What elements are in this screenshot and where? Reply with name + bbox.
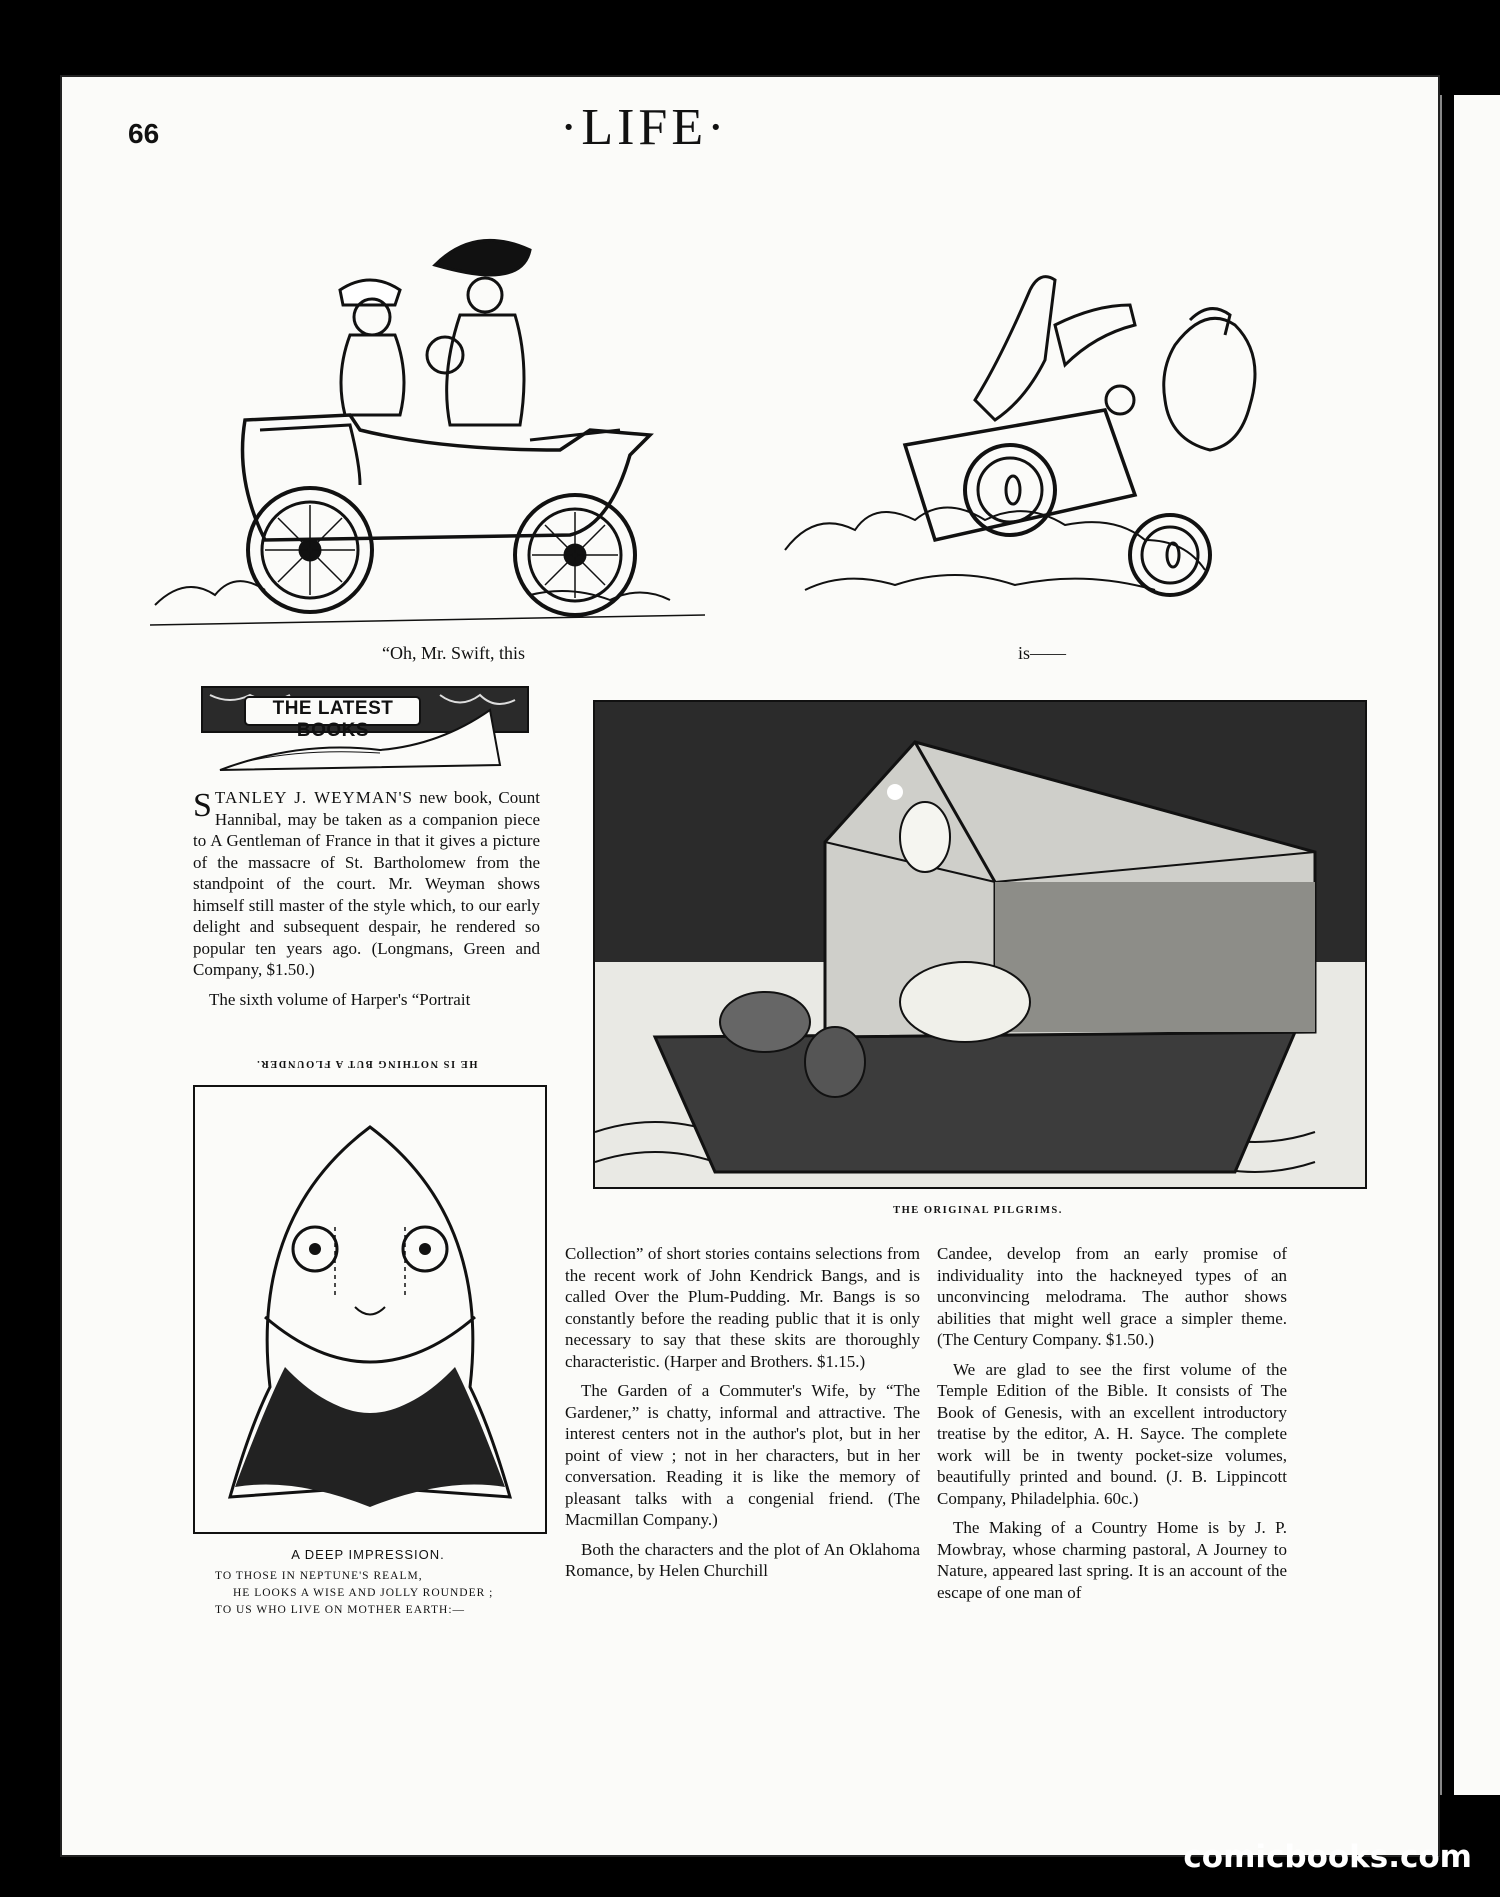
fish-upside-down-caption: HE IS NOTHING BUT A FLOUNDER. [255, 1058, 478, 1069]
page-number: 66 [128, 118, 160, 149]
poem-line-3: TO US WHO LIVE ON MOTHER EARTH:— [215, 1604, 466, 1616]
site-watermark[interactable]: comicbooks.com [1183, 1839, 1472, 1875]
article-paragraph-2: The sixth volume of Harper's “Portrait [209, 989, 471, 1009]
article-lead-name: TANLEY J. WEYMAN'S [214, 788, 413, 807]
col3-paragraph-2: We are glad to see the first volume of the Temple Edition of the Bible. It consists of The Book of Genesis, with an excellent introductory treatise by the editor, A. H. Sayce. The complete work will be in twenty pocket-size volumes, beautifully printed and bound. (J. B. Lippincott Company, Philadelphia. 60c.) [937, 1359, 1287, 1508]
flounder-face-drawing [195, 1087, 545, 1532]
ark-illustration [593, 700, 1367, 1189]
col2-paragraph-3: Both the characters and the plot of An Oklahoma Romance, by Helen Churchill [565, 1539, 920, 1580]
drop-cap: S [193, 787, 212, 824]
col2-paragraph-2: The Garden of a Commuter's Wife, by “The Gardener,” is chatty, informal and attractive. The interest centers not in the author's plot, but in her point of view ; not in her characters, but in her conversation. Reading it is like the memory of pleasant talks with a congenial friend. (The Macmillan Company.) [565, 1381, 920, 1529]
article-column-3 [937, 1243, 1287, 1611]
next-page-edge [1440, 95, 1500, 1795]
article-column-1 [193, 787, 540, 1018]
ark-drawing [595, 702, 1365, 1187]
cartoon-car-driving [150, 235, 710, 635]
latest-books-title: THE LATEST BOOKS [272, 698, 394, 741]
fish-cartoon [193, 1085, 547, 1534]
fish-cartoon-poem [215, 1568, 545, 1619]
cartoon-caption-right: is—— [1018, 643, 1067, 663]
ark-caption: THE ORIGINAL PILGRIMS. [893, 1205, 1063, 1216]
article-column-2 [565, 1243, 920, 1590]
poem-line-1: TO THOSE IN NEPTUNE'S REALM, [215, 1570, 423, 1582]
col2-paragraph-1: Collection” of short stories contains selections from the recent work of John Kendrick Bangs, and is called Over the Plum-Pudding. Mr. Bangs is so constantly before the reading public that it is only necessary to say that these skits are thoroughly characteristic. (Harper and Brothers. $1.15.) [565, 1244, 920, 1371]
cartoon-caption-left: “Oh, Mr. Swift, this [382, 643, 526, 663]
cartoon-car-crash [775, 250, 1315, 635]
article-paragraph-1-text: new book, Count Hannibal, may be taken as a companion piece to A Gentleman of France in that it gives a picture of the massacre of St. Bartholomew from the standpoint of the court. Mr. Weyman shows himself still master of the style which, to our early delight and subsequent despair, he rendered so popular ten years ago. (Longmans, Green and Company, $1.50.) [193, 788, 540, 979]
latest-books-banner [200, 685, 530, 775]
fish-cartoon-title: A DEEP IMPRESSION. [291, 1547, 445, 1562]
poem-line-2: HE LOOKS A WISE AND JOLLY ROUNDER ; [233, 1587, 494, 1599]
article-paragraph-1 [193, 787, 540, 981]
col3-paragraph-3: The Making of a Country Home is by J. P. Mowbray, whose charming pastoral, A Journey to Nature, appeared last spring. It is an account of the escape of one man of [937, 1518, 1287, 1602]
masthead: ·LIFE· [560, 99, 729, 156]
col3-paragraph-1: Candee, develop from an early promise of individuality into the hackneyed types of an unconvincing melodrama. The author shows abilities that might well grace a simpler theme. (The Century Company. $1.50.) [937, 1244, 1287, 1349]
